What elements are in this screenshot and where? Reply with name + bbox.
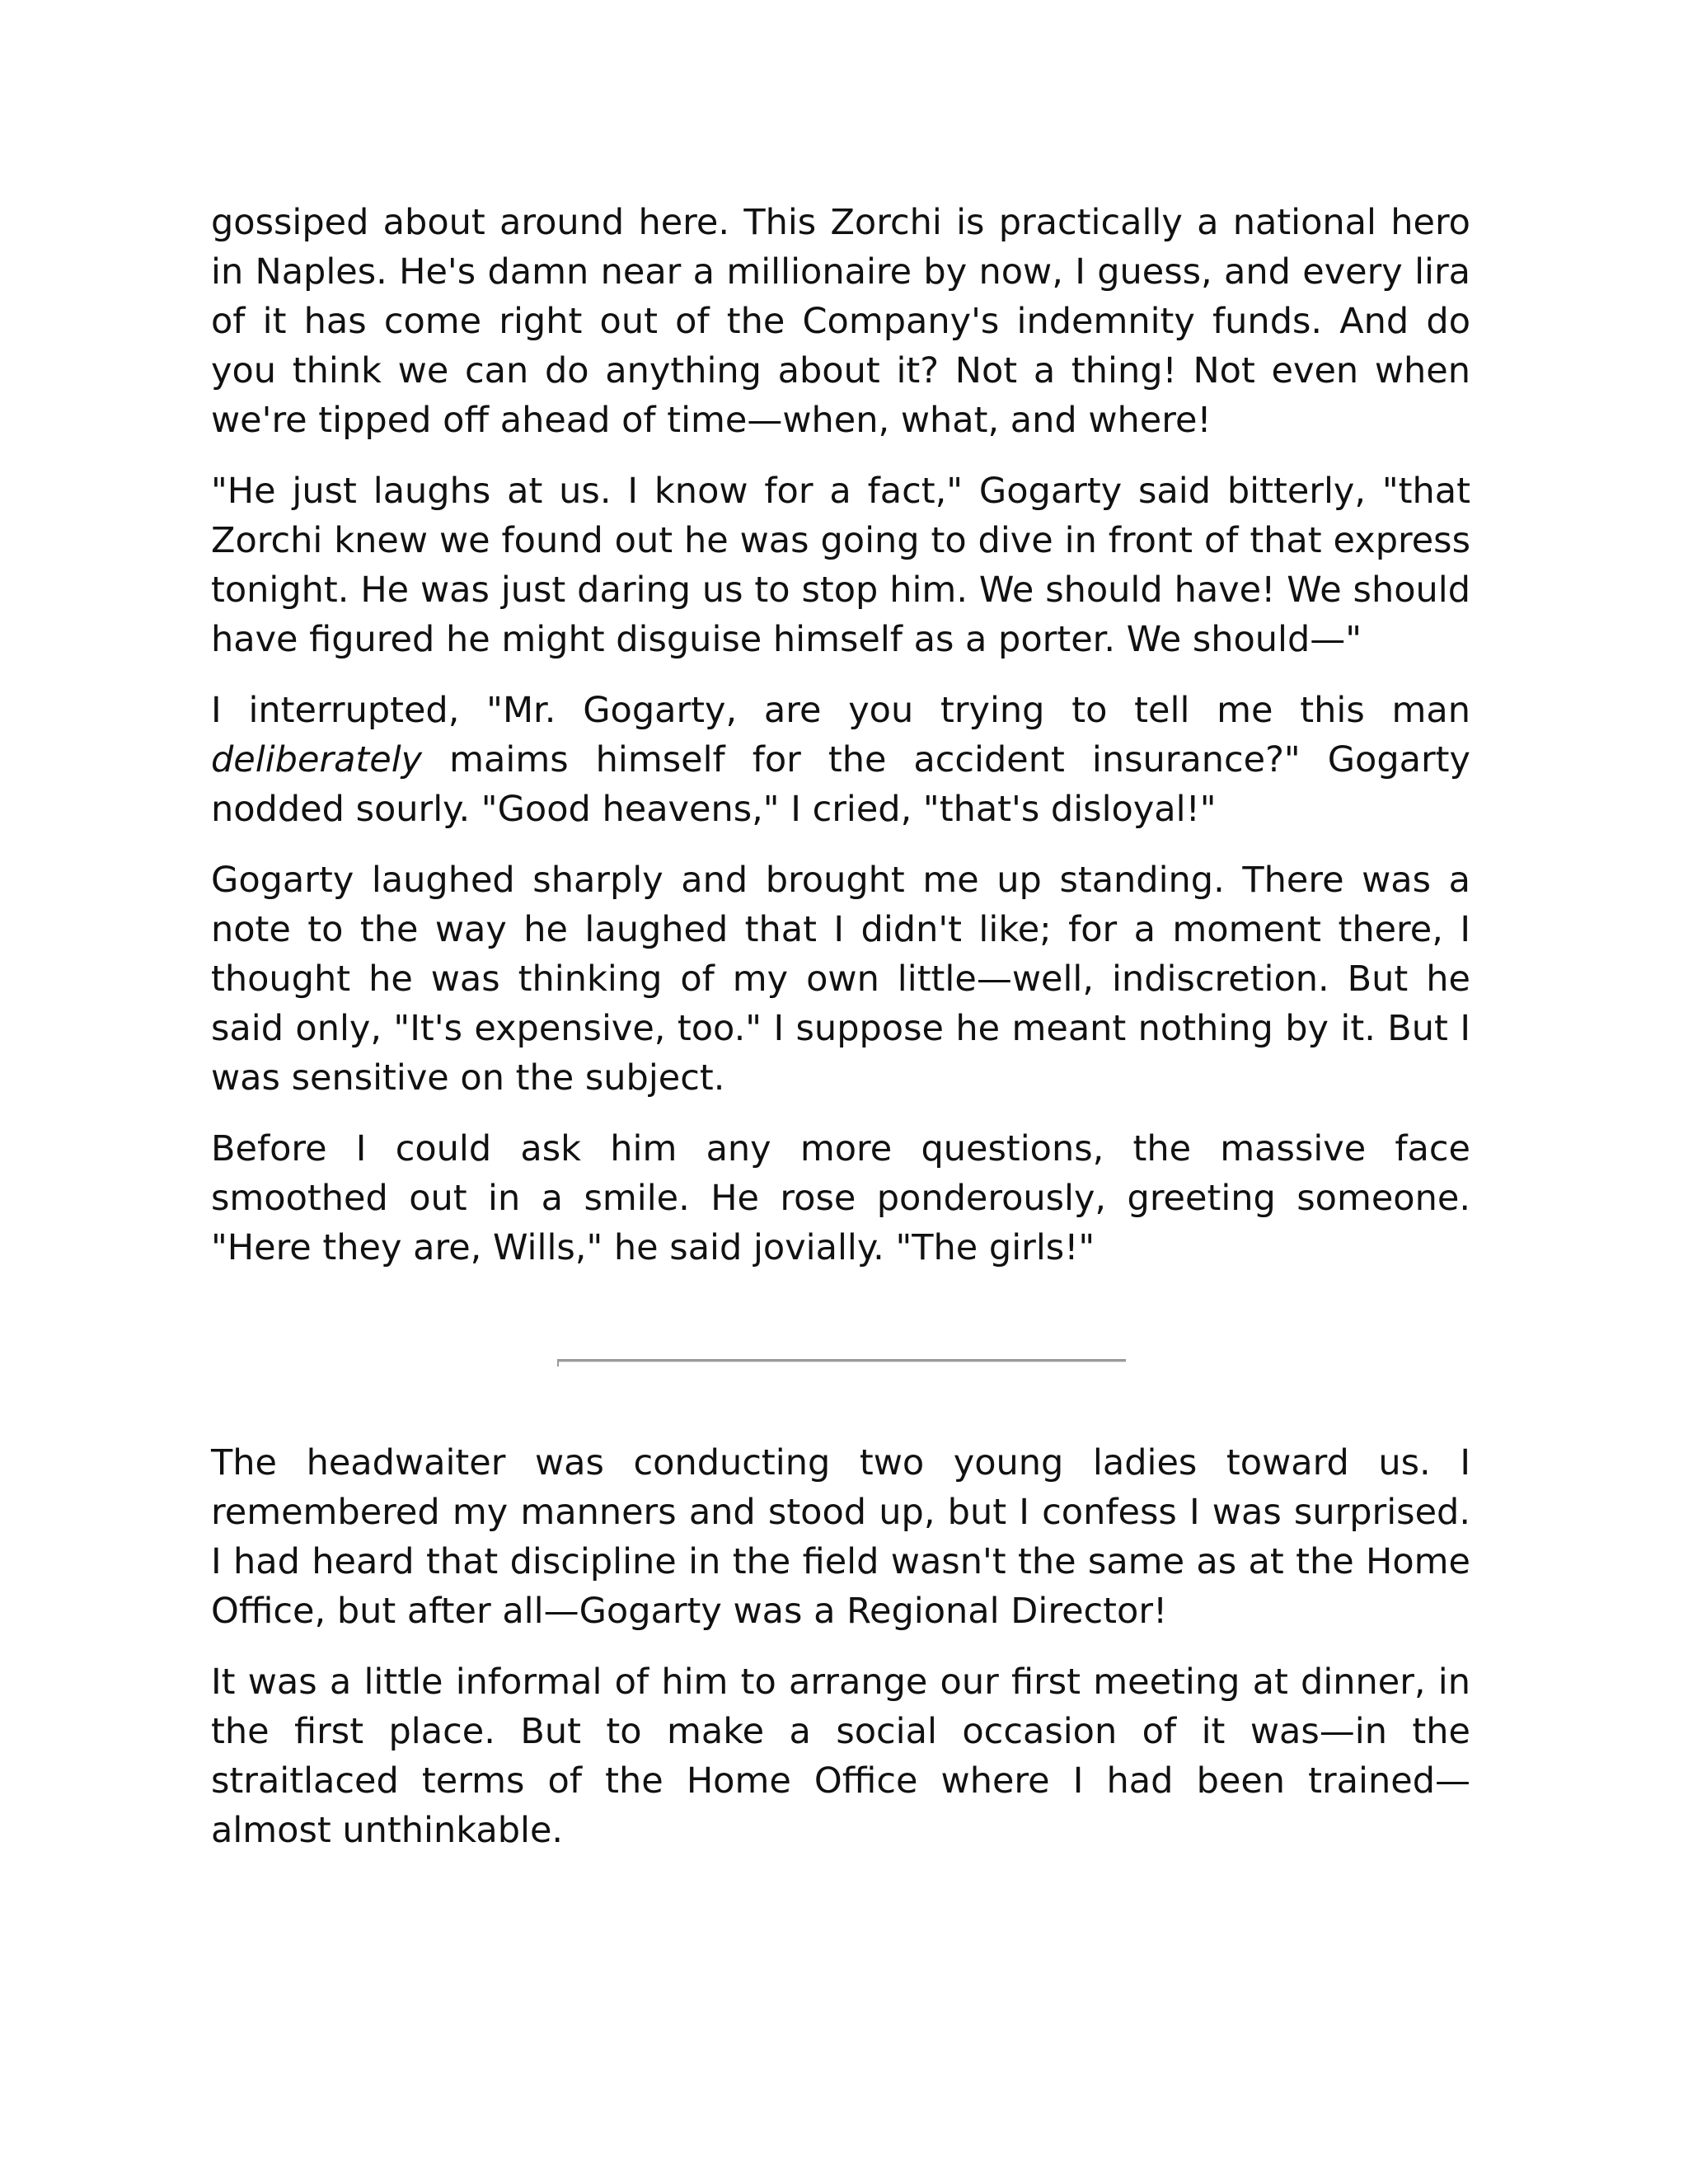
paragraph-7: It was a little informal of him to arrange our first meeting at dinner, in the first place. But to make a social occasion of it was—in the straitlaced terms of the Home Office where I had been trained—almost unthinkable. xyxy=(211,1661,1470,1851)
paragraph-3-end: maims himself for the accident insurance?" Gogarty nodded sourly. "Good heavens," I cried, "that's disloyal!" xyxy=(211,739,1470,830)
paragraph-4: Gogarty laughed sharply and brought me up standing. There was a note to the way he laughed that I didn't like; for a moment there, I thought he was thinking of my own little—well, indiscretion. But he said only, "It's expensive, too." I suppose he meant nothing by it. But I was sensitive on the subject. xyxy=(211,860,1470,1099)
paragraph-1: gossiped about around here. This Zorchi is practically a national hero in Naples. He's damn near a millionaire by now, I guess, and every lira of it has come right out of the Company's indemnity funds. And do you think we can do anything about it? Not a thing! Not even when we're tipped off ahead of time—when, what, and where! xyxy=(211,202,1470,441)
paragraph-2: "He just laughs at us. I know for a fact," Gogarty said bitterly, "that Zorchi knew we found out he was going to dive in front of that express tonight. He was just daring us to stop him. We should have! We should have figured he might disguise himself as a porter. We should—" xyxy=(211,471,1470,660)
paragraph-6: The headwaiter was conducting two young ladies toward us. I remembered my manners and stood up, but I confess I was surprised. I had heard that discipline in the field wasn't the same as at the Home Office, but after all—Gogarty was a Regional Director! xyxy=(211,1442,1470,1632)
paragraph-3-start: I interrupted, "Mr. Gogarty, are you trying to tell me this man xyxy=(211,690,1470,731)
section-divider-rule xyxy=(557,1359,1126,1362)
document-page xyxy=(211,198,1470,1877)
paragraph-3 xyxy=(211,686,1470,834)
section-break-spacer xyxy=(211,1405,1470,1438)
section-break xyxy=(211,1294,1470,1405)
emphasized-word: deliberately xyxy=(211,739,423,780)
paragraph-5: Before I could ask him any more questions, the massive face smoothed out in a smile. He rose ponderously, greeting someone. "Here they are, Wills," he said jovially. "The girls!" xyxy=(211,1128,1470,1268)
